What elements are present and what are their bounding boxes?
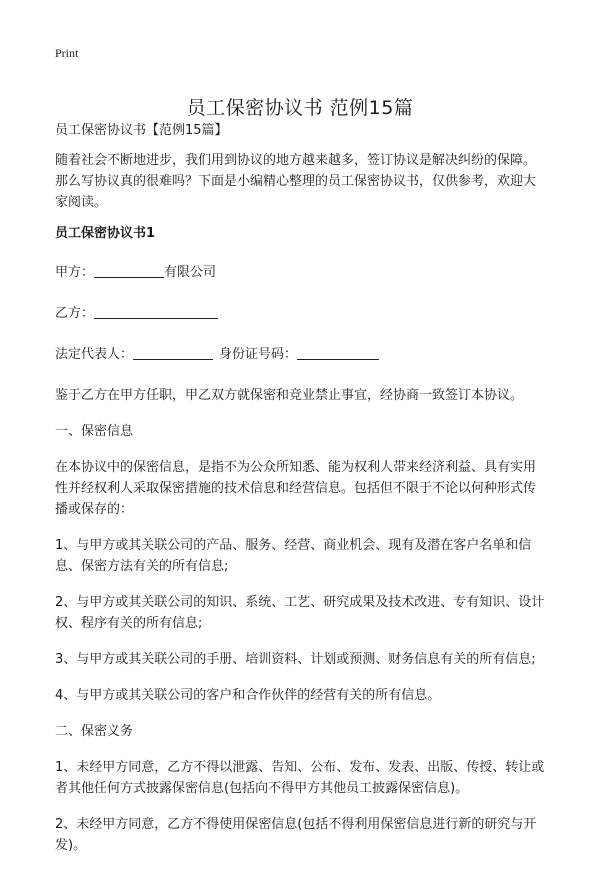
intro-paragraph: 随着社会不断地进步，我们用到协议的地方越来越多，签订协议是解决纠纷的保障。那么写协议真的很难吗？下面是小编精心整理的员工保密协议书，仅供参考，欢迎大家阅读。	[55, 153, 537, 210]
preamble-paragraph: 鉴于乙方在甲方任职，甲乙双方就保密和竞业禁止事宜，经协商一致签订本协议。	[55, 388, 524, 403]
section-1-item-1: 1、与甲方或其关联公司的产品、服务、经营、商业机会、现有及潜在客户名单和信息、保密方法有关的所有信息;	[55, 538, 532, 574]
legal-rep-line	[55, 344, 547, 365]
section-2-item-1: 1、未经甲方同意，乙方不得以泄露、告知、公布、发布、发表、出版、传授、转让或者其他任何方式披露保密信息(包括向不得甲方其他员工披露保密信息)。	[55, 760, 545, 796]
legal-rep-label: 法定代表人：	[55, 347, 134, 362]
section-1-item-2: 2、与甲方或其关联公司的知识、系统、工艺、研究成果及技术改进、专有知识、设计权、程序有关的所有信息;	[55, 595, 545, 631]
section-1-item-4: 4、与甲方或其关联公司的客户和合作伙伴的经营有关的所有信息。	[55, 688, 441, 703]
section-2-item-2: 2、未经甲方同意，乙方不得使用保密信息(包括不得利用保密信息进行新的研究与开发)。	[55, 817, 537, 853]
id-number-label: 身份证号码：	[219, 347, 298, 362]
section-2-heading: 二、保密义务	[55, 724, 134, 739]
party-a-line	[55, 262, 547, 283]
section-1-definition: 在本协议中的保密信息，是指不为公众所知悉、能为权利人带来经济利益、具有实用性并经权利人采取保密措施的技术信息和经营信息。包括但不限于不论以何种形式传播或保存的：	[55, 460, 537, 517]
party-b-blank	[94, 304, 218, 319]
party-a-label: 甲方：	[55, 265, 95, 280]
legal-rep-blank	[133, 345, 213, 360]
section-1-heading: 一、保密信息	[55, 424, 134, 439]
party-b-line	[55, 303, 547, 324]
print-link[interactable]: Print	[55, 46, 79, 60]
page-title: 员工保密协议书 范例15篇	[186, 96, 414, 119]
document-body	[55, 120, 547, 871]
party-b-label: 乙方：	[55, 306, 95, 321]
party-a-suffix: 有限公司	[164, 265, 217, 280]
party-a-blank	[94, 263, 164, 278]
document-subtitle: 员工保密协议书【范例15篇】	[55, 123, 228, 138]
section-1-item-3: 3、与甲方或其关联公司的手册、培训资料、计划或预测、财务信息有关的所有信息;	[55, 652, 536, 667]
section-heading: 员工保密协议书1	[55, 226, 156, 241]
id-number-blank	[297, 345, 379, 360]
